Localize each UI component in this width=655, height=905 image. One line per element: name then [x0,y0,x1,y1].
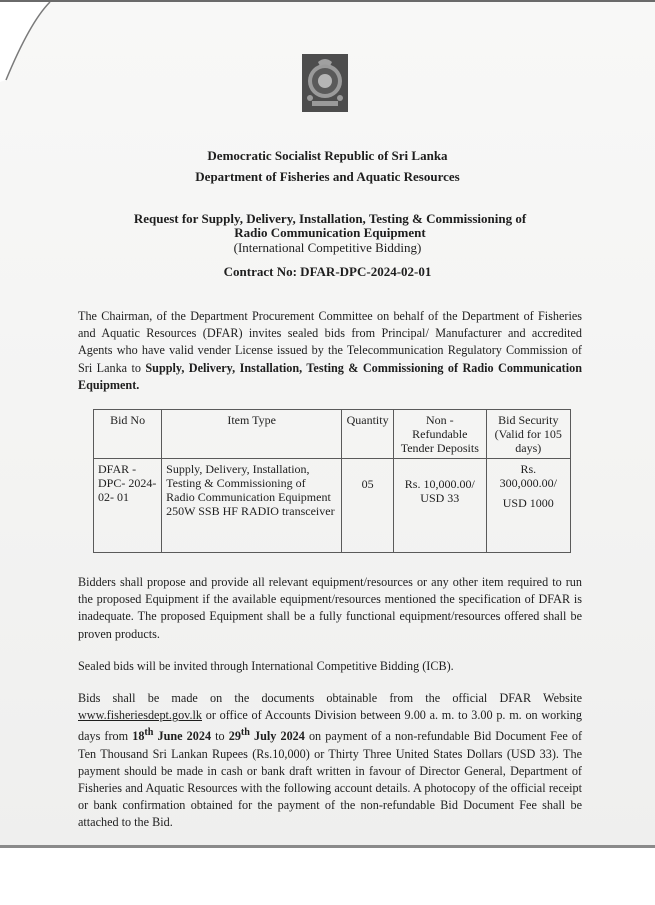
para4-text-a: Bids shall be made on the documents obtainable from the official DFAR Website [78,691,582,705]
security-usd: USD 1000 [502,496,554,510]
folded-corner [0,2,60,82]
government-emblem-icon [302,54,348,112]
contract-number: Contract No: DFAR-DPC-2024-02-01 [223,264,432,279]
security-lkr: Rs. 300,000.00/ [499,462,557,490]
bid-table [93,409,571,553]
header-item-type: Item Type [162,410,342,459]
cell-quantity: 05 [342,459,394,553]
table-row [94,459,571,553]
header-bid-security: Bid Security (Valid for 105 days) [486,410,570,459]
intro-bold-text: Supply, Delivery, Installation, Testing & Commissioning of Radio Communication Equipment. [78,360,582,392]
para4-text-b: or office of Accounts Division between 9.00 a. m. to 3.00 p. m. on working days from [78,708,582,744]
para4-text-c: on payment of a non-refundable Bid Document Fee of Ten Thousand Sri Lankan Rupees (Rs.10,000) or Thirty Three United States Dollars (USD 33). The payment should be made in cash or bank draft written in favour of Director General, Department of Fisheries and Aquatic Resources with the following account details. A photocopy of the official receipt or bank confirmation obtained for the payment of the non-refundable Bid Document Fee shall be attached to the Bid. [78,729,582,830]
icb-paragraph: Sealed bids will be invited through International Competitive Bidding (ICB). [78,659,454,673]
cell-item-type: Supply, Delivery, Installation, Testing & Commissioning of Radio Communication Equipment 250W SSB HF RADIO transceiver [162,459,342,553]
bid-documents-paragraph [78,690,582,832]
department-heading: Department of Fisheries and Aquatic Resources [195,169,460,184]
dfar-website-link[interactable]: www.fisheriesdept.gov.lk [78,708,202,723]
cell-bid-no: DFAR - DPC- 2024- 02- 01 [94,459,162,553]
cell-bid-security [486,459,570,553]
requirements-paragraph: Bidders shall propose and provide all relevant equipment/resources or any other item required to run the proposed Equipment if the available equipment/resources mentioned the specification of DFAR is inadequate. The proposed Equipment shall be a fully functional equipment/resources offered shall be proven products. [78,575,582,641]
table-header-row [94,410,571,459]
header-quantity: Quantity [342,410,394,459]
country-heading: Democratic Socialist Republic of Sri Lanka [207,148,448,163]
start-date: 18th June 2024 [132,727,212,744]
request-subtitle: (International Competitive Bidding) [233,240,422,255]
para4-to: to [211,729,229,744]
intro-paragraph [78,308,582,394]
header-bid-no: Bid No [94,410,162,459]
cell-deposit: Rs. 10,000.00/ USD 33 [394,459,487,553]
end-date: 29th July 2024 [228,727,305,744]
request-title: Request for Supply, Delivery, Installation, Testing & Commissioning of Radio Communication Equipment [133,211,527,240]
header-deposit: Non - Refundable Tender Deposits [394,410,487,459]
intro-text: The Chairman, of the Department Procurement Committee on behalf of the Department of Fisheries and Aquatic Resources (DFAR) invites sealed bids from Principal/ Manufacturer and accredited Agents who have valid vender License issued by the Telecommunication Regulatory Commission of Sri Lanka to [78,309,582,375]
